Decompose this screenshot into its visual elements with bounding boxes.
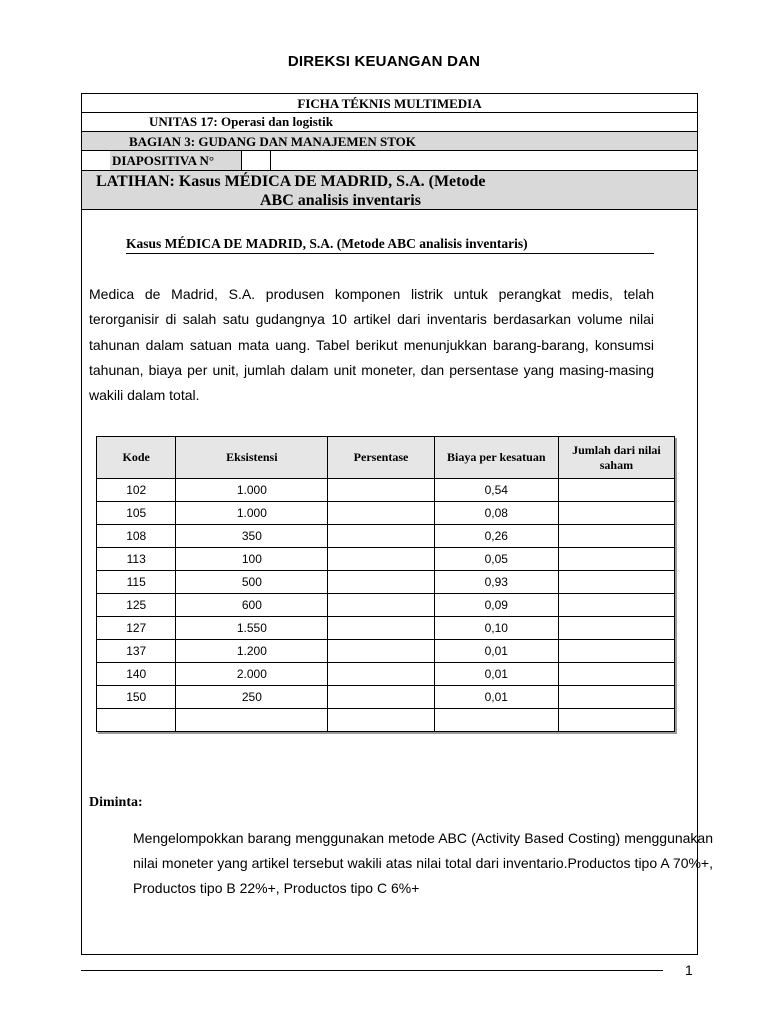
cell-kode: 140 [97,663,176,686]
cell-kode: 150 [97,686,176,709]
cell-persentase [328,502,434,525]
cell-biaya: 0,01 [434,686,558,709]
cell-persentase [328,479,434,502]
cell-eksistensi: 250 [176,686,328,709]
case-title: Kasus MÉDICA DE MADRID, S.A. (Metode ABC analisis inventaris) [126,236,654,254]
cell-persentase [328,617,434,640]
cell-biaya: 0,05 [434,548,558,571]
cell-jumlah [558,479,674,502]
cell-persentase [328,663,434,686]
footer-divider [81,970,663,971]
cell-kode: 105 [97,502,176,525]
cell-persentase [328,525,434,548]
header-biaya: Biaya per kesatuan [434,437,558,479]
cell-persentase [328,640,434,663]
cell-eksistensi: 500 [176,571,328,594]
cell-jumlah [558,663,674,686]
exercise-title-row [82,170,697,210]
cell-biaya: 0,09 [434,594,558,617]
cell-eksistensi: 100 [176,548,328,571]
table-row [97,709,675,732]
exercise-title-line2: ABC analisis inventaris [260,192,421,209]
slide-number-row [82,151,697,170]
cell-kode: 113 [97,548,176,571]
table-row [97,594,675,617]
cell-jumlah [558,594,674,617]
cell-jumlah [558,640,674,663]
cell-biaya: 0,08 [434,502,558,525]
unit-label: UNITAS 17: Operasi dan logistik [149,114,333,129]
cell-biaya: 0,01 [434,663,558,686]
cell-jumlah [558,502,674,525]
cell-eksistensi: 350 [176,525,328,548]
document-heading: DIREKSI KEUANGAN DAN [287,53,481,70]
table-header-row [97,437,675,479]
task-text: Mengelompokkan barang menggunakan metode ABC (Activity Based Costing) menggunakan nilai moneter yang artikel tersebut wakili atas nilai total dari inventario.Productos tipo A 70%+, Productos tipo B 22%+, Productos tipo C 6%+ [133,830,713,896]
page-number: 1 [685,962,693,978]
cell-kode: 108 [97,525,176,548]
cell-jumlah [558,548,674,571]
cell-persentase [328,709,434,732]
cell-kode: 115 [97,571,176,594]
cell-jumlah [558,525,674,548]
slide-number-cell [241,151,271,170]
case-description: Medica de Madrid, S.A. produsen komponen listrik untuk perangkat medis, telah terorganisir di salah satu gudangnya 10 artikel dari inventaris berdasarkan volume nilai tahunan dalam satuan mata uang. Tabel berikut menunjukkan barang-barang, konsumsi tahunan, biaya per unit, jumlah dalam unit moneter, dan persentase yang masing-masing wakili dalam total. [89,286,654,404]
cell-biaya: 0,10 [434,617,558,640]
cell-kode [97,709,176,732]
slide-number-label: DIAPOSITIVA N° [112,153,215,168]
cell-jumlah [558,686,674,709]
header-jumlah: Jumlah dari nilai saham [558,437,674,479]
cell-biaya [434,709,558,732]
table-row [97,617,675,640]
header-kode: Kode [97,437,176,479]
unit-row [82,113,697,131]
table-row [97,502,675,525]
table-row [97,525,675,548]
cell-kode: 137 [97,640,176,663]
cell-eksistensi [176,709,328,732]
table-row [97,640,675,663]
cell-kode: 127 [97,617,176,640]
cell-persentase [328,686,434,709]
header-eksistensi: Eksistensi [176,437,328,479]
ficha-title: FICHA TÉKNIS MULTIMEDIA [82,94,697,113]
cell-kode: 102 [97,479,176,502]
cell-biaya: 0,26 [434,525,558,548]
table-row [97,686,675,709]
cell-eksistensi: 1.000 [176,502,328,525]
cell-kode: 125 [97,594,176,617]
cell-persentase [328,594,434,617]
table-row [97,663,675,686]
cell-jumlah [558,617,674,640]
cell-jumlah [558,571,674,594]
cell-jumlah [558,709,674,732]
section-row [82,131,697,151]
cell-eksistensi: 1.000 [176,479,328,502]
task-label: Diminta: [89,795,143,810]
inventory-table [96,436,675,732]
cell-biaya: 0,01 [434,640,558,663]
cell-eksistensi: 2.000 [176,663,328,686]
section-label: BAGIAN 3: GUDANG DAN MANAJEMEN STOK [129,134,416,149]
cell-persentase [328,571,434,594]
table-row [97,479,675,502]
table-row [97,548,675,571]
exercise-title-line1: LATIHAN: Kasus MÉDICA DE MADRID, S.A. (Metode [96,173,486,190]
cell-eksistensi: 1.200 [176,640,328,663]
cell-eksistensi: 1.550 [176,617,328,640]
cell-persentase [328,548,434,571]
cell-eksistensi: 600 [176,594,328,617]
header-persentase: Persentase [328,437,434,479]
cell-biaya: 0,93 [434,571,558,594]
cell-biaya: 0,54 [434,479,558,502]
table-row [97,571,675,594]
